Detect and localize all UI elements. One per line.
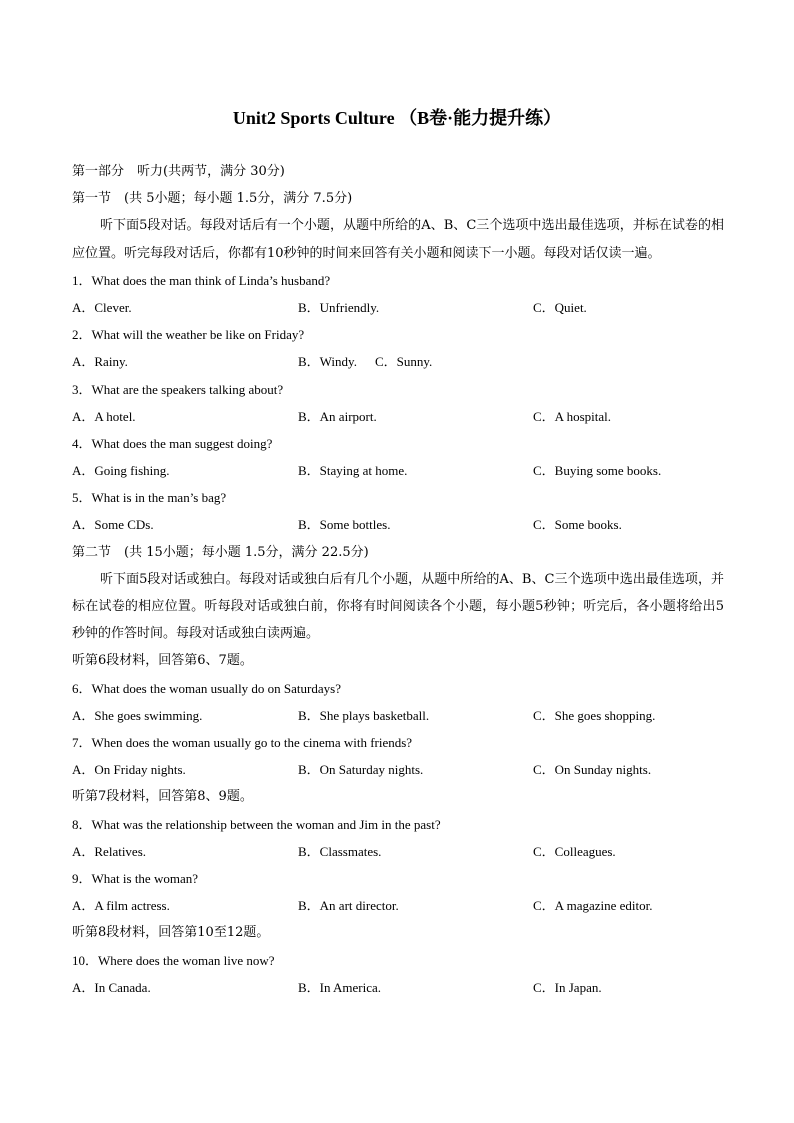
question-1-option-c: C．Quiet. — [533, 299, 587, 315]
question-3-option-c: C．A hospital. — [533, 408, 612, 424]
question-5-options — [72, 511, 724, 538]
question-4-options — [72, 457, 724, 484]
question-3-options — [72, 403, 724, 430]
question-10-options — [72, 974, 724, 1001]
question-3-option-a: A．A hotel. — [72, 408, 136, 424]
question-7-options — [72, 756, 724, 783]
question-9-stem: 9．What is the woman? — [72, 870, 198, 886]
question-6-option-a: A．She goes swimming. — [72, 707, 203, 723]
question-10-option-c: C．In Japan. — [533, 979, 602, 995]
question-7-option-c: C．On Sunday nights. — [533, 762, 652, 778]
question-5-option-c: C．Some books. — [533, 517, 622, 533]
question-4-stem: 4．What does the man suggest doing? — [72, 435, 273, 451]
question-1-option-b: B．Unfriendly. — [298, 299, 380, 315]
question-3-stem: 3．What are the speakers talking about? — [72, 381, 284, 397]
question-2-options — [72, 348, 724, 375]
question-8-option-a: A．Relatives. — [72, 843, 147, 859]
question-4-option-c: C．Buying some books. — [533, 463, 662, 479]
part1-heading: 第一部分 听力(共两节，满分 30分) — [72, 164, 285, 179]
question-8-stem: 8．What was the relationship between the woman and Jim in the past? — [72, 816, 441, 832]
question-4-option-b: B．Staying at home. — [298, 463, 408, 479]
question-1-option-a: A．Clever. — [72, 299, 132, 315]
question-2-stem: 2．What will the weather be like on Friday? — [72, 327, 305, 343]
question-1-stem: 1．What does the man think of Linda’s husband? — [72, 272, 331, 288]
question-10-stem: 10．Where does the woman live now? — [72, 952, 275, 968]
question-2-option-a: A．Rainy. — [72, 354, 128, 370]
question-8-options — [72, 838, 724, 865]
question-8-option-c: C．Colleagues. — [533, 843, 616, 859]
question-9-option-a: A．A film actress. — [72, 898, 170, 914]
question-5-stem: 5．What is in the man’s bag? — [72, 490, 227, 506]
section1-instructions: 听下面5段对话。每段对话后有一个小题，从题中所给的A、B、C三个选项中选出最佳选项，并标在试卷的相应位置。听完每段对话后，你都有10秒钟的时间来回答有关小题和阅读下一小题。每段对话仅读一遍。 — [72, 218, 724, 261]
question-2-option-b: B．Windy. — [298, 354, 357, 370]
question-3-option-b: B．An airport. — [298, 408, 377, 424]
question-1-options — [72, 294, 724, 321]
question-6-stem: 6．What does the woman usually do on Saturdays? — [72, 680, 341, 696]
section1-heading: 第一节 (共 5小题；每小题 1.5分，满分 7.5分) — [72, 191, 353, 207]
question-8-option-b: B．Classmates. — [298, 843, 382, 859]
section2-heading: 第二节 (共 15小题；每小题 1.5分，满分 22.5分) — [72, 544, 369, 560]
material-8-heading: 听第8段材料，回答第10至12题。 — [72, 925, 270, 941]
question-7-option-a: A．On Friday nights. — [72, 762, 186, 778]
material-7-heading: 听第7段材料，回答第8、9题。 — [72, 789, 253, 805]
question-5-option-a: A．Some CDs. — [72, 517, 154, 533]
question-6-options — [72, 702, 724, 729]
question-10-option-a: A．In Canada. — [72, 979, 151, 995]
material-6-heading: 听第6段材料，回答第6、7题。 — [72, 653, 253, 669]
question-9-options — [72, 892, 724, 919]
exam-content — [72, 158, 724, 1001]
question-9-option-c: C．A magazine editor. — [533, 898, 653, 914]
question-4-option-a: A．Going fishing. — [72, 463, 170, 479]
question-9-option-b: B．An art director. — [298, 898, 399, 914]
question-5-option-b: B．Some bottles. — [298, 517, 391, 533]
question-2-options-bc — [298, 348, 432, 375]
question-7-stem: 7．When does the woman usually go to the cinema with friends? — [72, 735, 413, 751]
question-6-option-c: C．She goes shopping. — [533, 707, 656, 723]
question-10-option-b: B．In America. — [298, 979, 382, 995]
question-6-option-b: B．She plays basketball. — [298, 707, 430, 723]
section2-instructions: 听下面5段对话或独白。每段对话或独白后有几个小题，从题中所给的A、B、C三个选项中选出最佳选项，并标在试卷的相应位置。听每段对话或独白前，你将有时间阅读各个小题，每小题5秒钟；听完后，各小题将给出5秒钟的作答时间。每段对话或独白读两遍。 — [72, 571, 724, 642]
question-7-option-b: B．On Saturday nights. — [298, 762, 424, 778]
page-title: Unit2 Sports Culture （B卷·能力提升练） — [232, 108, 562, 128]
question-2-option-c: C．Sunny. — [374, 354, 433, 370]
